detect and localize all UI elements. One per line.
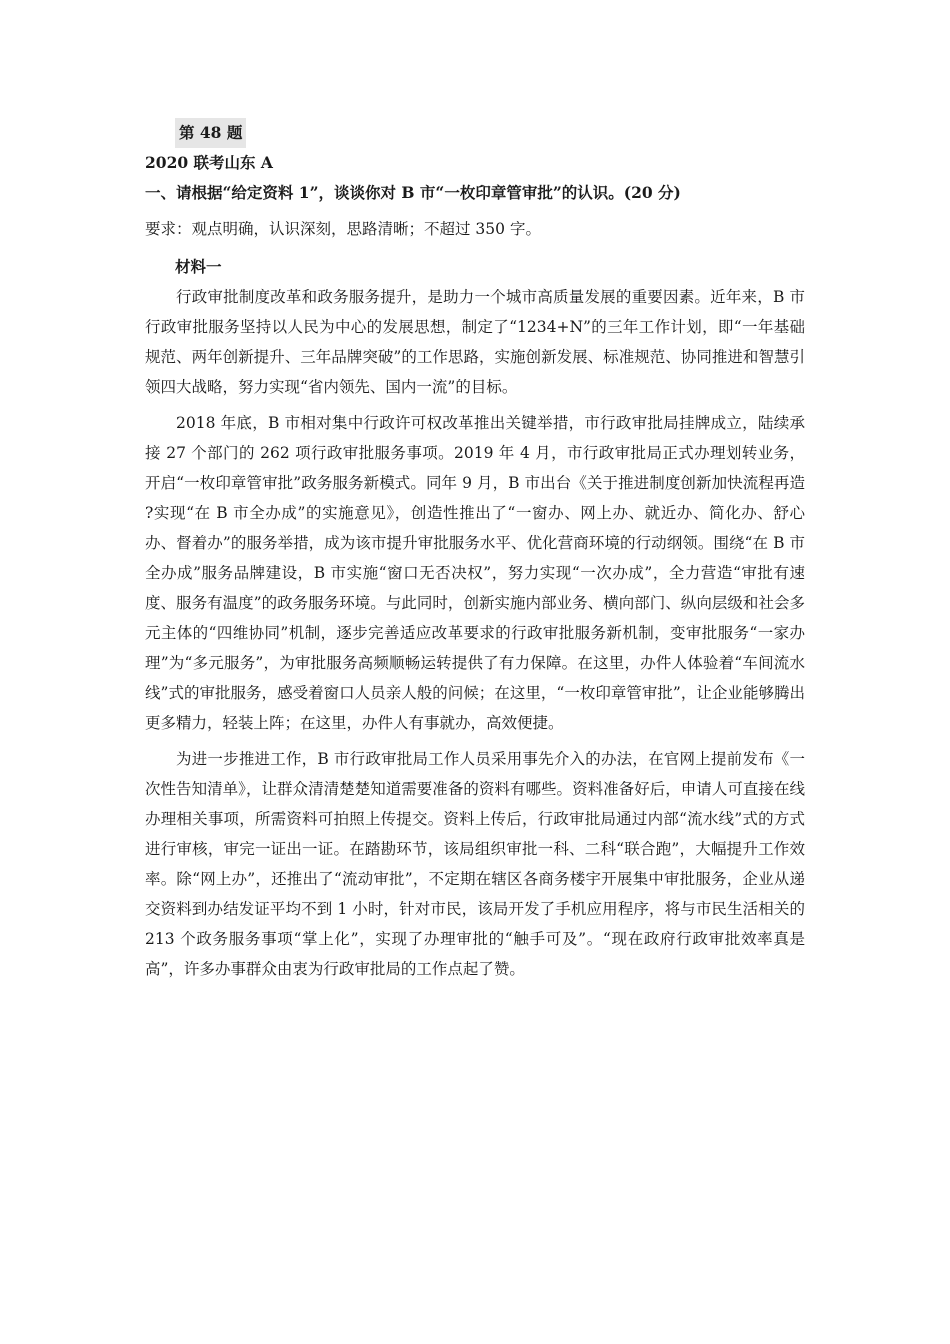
- material-paragraph-1: 行政审批制度改革和政务服务提升，是助力一个城市高质量发展的重要因素。近年来，B 市行政审批服务坚持以人民为中心的发展思想，制定了“1234+N”的三年工作计划，即“一年基础规范、两年创新提升、三年品牌突破”的工作思路，实施创新发展、标准规范、协同推进和智慧引领四大战略，努力实现“省内领先、国内一流”的目标。: [145, 288, 805, 396]
- question-prompt: 一、请根据“给定资料 1”，谈谈你对 B 市“一枚印章管审批”的认识。(20 分): [145, 183, 681, 202]
- question-number-label: 第 48 题: [175, 118, 246, 148]
- material-paragraph-2: 2018 年底，B 市相对集中行政许可权改革推出关键举措，市行政审批局挂牌成立，陆续承接 27 个部门的 262 项行政审批服务事项。2019 年 4 月，市行政审批局正式办理划转业务，开启“一枚印章管审批”政务服务新模式。同年 9 月，B 市出台《关于推进制度创新加快流程再造 ?实现“在 B 市全办成”的实施意见》，创造性推出了“一窗办、网上办、就近办、简化办、舒心办、督着办”的服务举措，成为该市提升审批服务水平、优化营商环境的行动纲领。围绕“在 B 市全办成”服务品牌建设，B 市实施“窗口无否决权”，努力实现“一次办成”，全力营造“审批有速度、服务有温度”的政务服务环境。与此同时，创新实施内部业务、横向部门、纵向层级和社会多元主体的“四维协同”机制，逐步完善适应改革要求的行政审批服务新机制，变审批服务“一家办理”为“多元服务”，为审批服务高频顺畅运转提供了有力保障。在这里，办件人体验着“车间流水线”式的审批服务，感受着窗口人员亲人般的问候；在这里，“一枚印章管审批”，让企业能够腾出更多精力，轻装上阵；在这里，办件人有事就办，高效便捷。: [145, 414, 805, 732]
- question-source: 2020 联考山东 A: [145, 153, 273, 172]
- document-content: [145, 118, 805, 984]
- material-paragraph-3: 为进一步推进工作，B 市行政审批局工作人员采用事先介入的办法，在官网上提前发布《一次性告知清单》，让群众清清楚楚知道需要准备的资料有哪些。资料准备好后，申请人可直接在线办理相关事项，所需资料可拍照上传提交。资料上传后，行政审批局通过内部“流水线”式的方式进行审核，审完一证出一证。在踏勘环节，该局组织审批一科、二科“联合跑”，大幅提升工作效率。除“网上办”，还推出了“流动审批”，不定期在辖区各商务楼宇开展集中审批服务，企业从递交资料到办结发证平均不到 1 小时，针对市民，该局开发了手机应用程序，将与市民生活相关的 213 个政务服务事项“掌上化”，实现了办理审批的“触手可及”。“现在政府行政审批效率真是高”，许多办事群众由衷为行政审批局的工作点起了赞。: [145, 750, 805, 978]
- material-title: 材料一: [175, 257, 222, 276]
- question-requirement: 要求：观点明确，认识深刻，思路清晰；不超过 350 字。: [145, 220, 541, 238]
- question-number-line: [145, 118, 805, 148]
